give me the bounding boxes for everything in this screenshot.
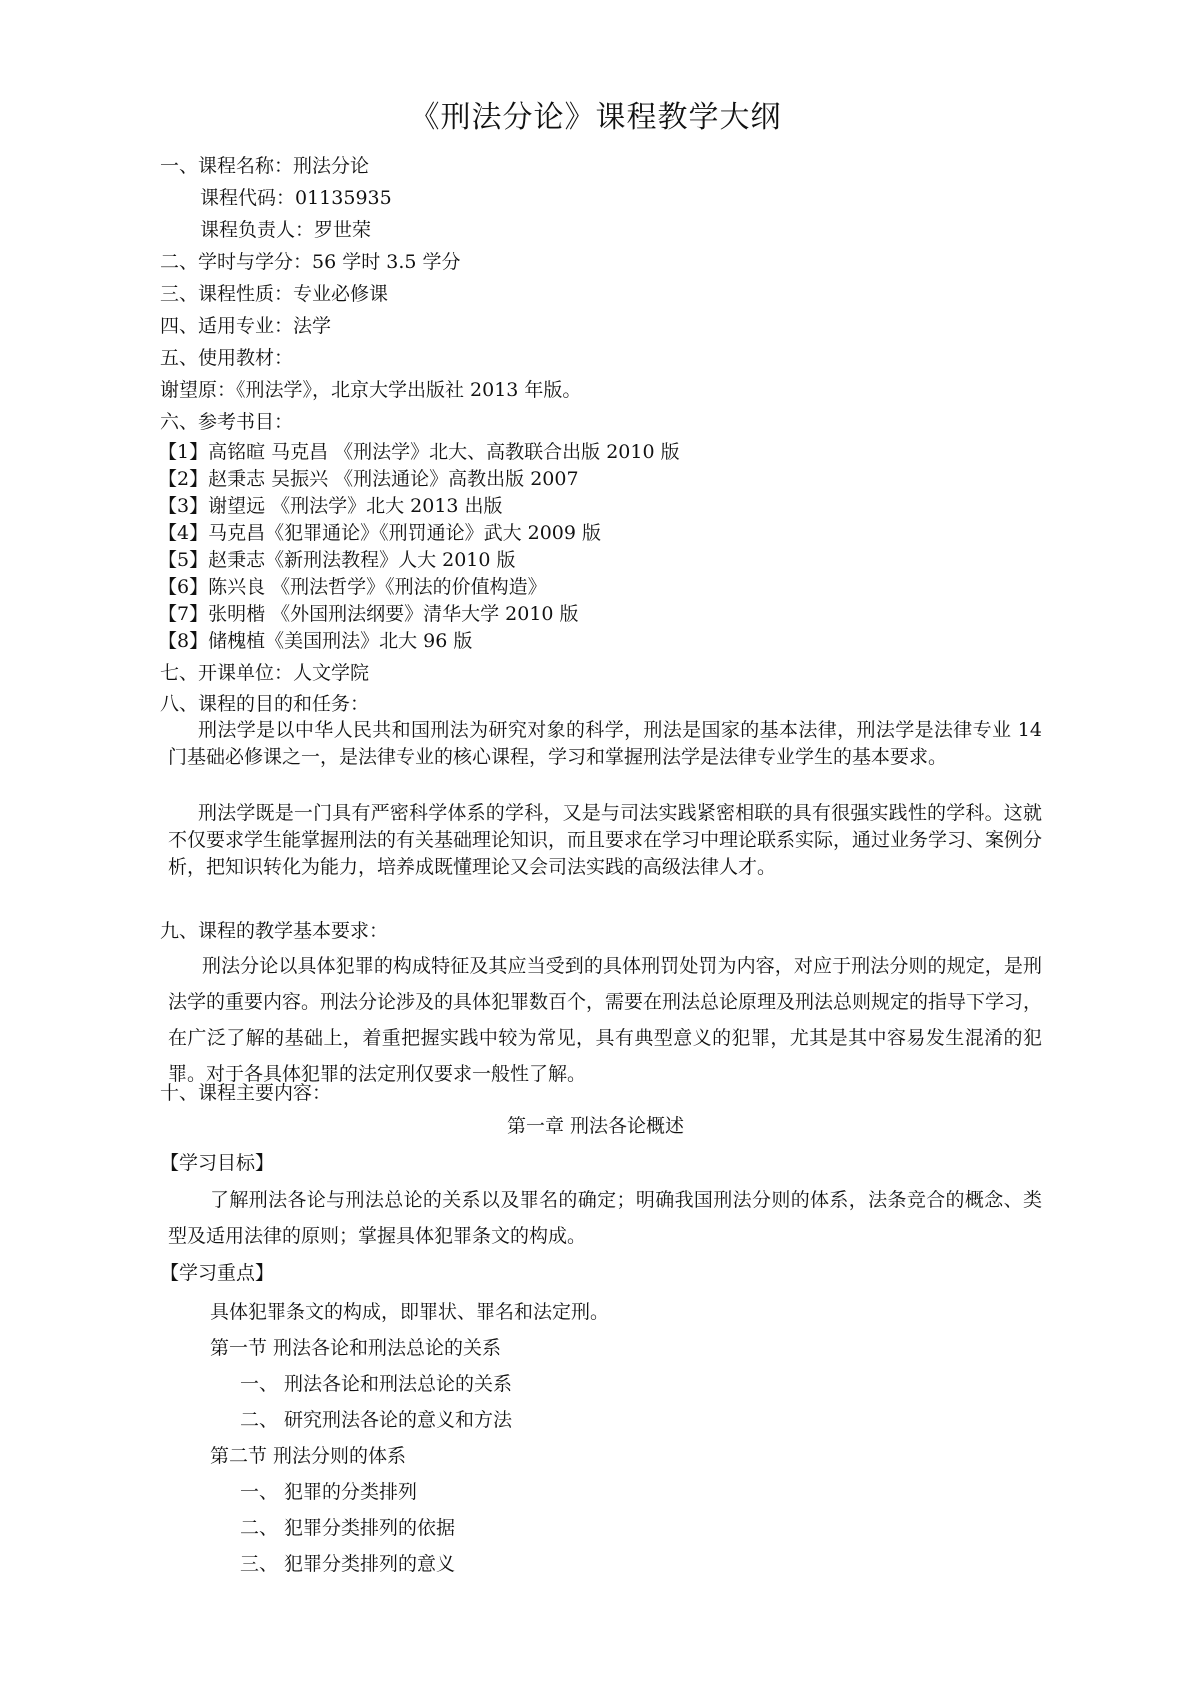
references-heading: 六、参考书目：	[160, 411, 294, 433]
chapter-title: 第一章 刑法各论概述	[506, 1115, 685, 1137]
content-heading: 十、课程主要内容：	[160, 1082, 332, 1104]
reference-item: 【4】马克昌《犯罪通论》《刑罚通论》武大 2009 版	[158, 522, 602, 544]
reference-item: 【2】赵秉志 吴振兴 《刑法通论》高教出版 2007	[158, 468, 579, 490]
course-nature: 三、课程性质：专业必修课	[160, 283, 389, 305]
focus-text: 具体犯罪条文的构成，即罪状、罪名和法定刑。	[210, 1301, 610, 1323]
section-1-item: 一、 刑法各论和刑法总论的关系	[240, 1373, 513, 1395]
reference-item: 【3】谢望远 《刑法学》北大 2013 出版	[158, 495, 503, 517]
course-hours: 二、学时与学分：56 学时 3.5 学分	[160, 251, 461, 273]
course-code: 课程代码：01135935	[200, 187, 392, 209]
goal-text: 了解刑法各论与刑法总论的关系以及罪名的确定；明确我国刑法分则的体系，法条竞合的概念、类型及适用法律的原则；掌握具体犯罪条文的构成。	[168, 1189, 1042, 1247]
purpose-paragraph-1: 刑法学是以中华人民共和国刑法为研究对象的科学，刑法是国家的基本法律，刑法学是法律专业 14 门基础必修课之一，是法律专业的核心课程，学习和掌握刑法学是法律专业学生的基本要求。	[168, 719, 1042, 768]
textbook: 谢望原：《刑法学》，北京大学出版社 2013 年版。	[160, 379, 582, 401]
purpose-paragraph-2: 刑法学既是一门具有严密科学体系的学科，又是与司法实践紧密相联的具有很强实践性的学科。这就不仅要求学生能掌握刑法的有关基础理论知识，而且要求在学习中理论联系实际，通过业务学习、案例分析，把知识转化为能力，培养成既懂理论又会司法实践的高级法律人才。	[168, 802, 1043, 878]
reference-item: 【5】赵秉志《新刑法教程》人大 2010 版	[158, 549, 516, 571]
goal-heading: 【学习目标】	[160, 1152, 275, 1174]
section-2-title: 第二节 刑法分则的体系	[210, 1445, 407, 1467]
section-1-item: 二、 研究刑法各论的意义和方法	[240, 1409, 513, 1431]
reference-item: 【6】陈兴良 《刑法哲学》《刑法的价值构造》	[158, 576, 547, 598]
reference-item: 【8】储槐植《美国刑法》北大 96 版	[158, 630, 473, 652]
section-2-item: 一、 犯罪的分类排列	[240, 1481, 418, 1503]
section-2-item: 三、 犯罪分类排列的意义	[240, 1553, 456, 1575]
textbook-heading: 五、使用教材：	[160, 347, 294, 369]
requirements-heading: 九、课程的教学基本要求：	[160, 920, 389, 942]
course-owner: 课程负责人：罗世荣	[200, 219, 372, 241]
requirements-paragraph: 刑法分论以具体犯罪的构成特征及其应当受到的具体刑罚处罚为内容，对应于刑法分则的规定，是刑法学的重要内容。刑法分论涉及的具体犯罪数百个，需要在刑法总论原理及刑法总则规定的指导下学习，在广泛了解的基础上，着重把握实践中较为常见，具有典型意义的犯罪，尤其是其中容易发生混淆的犯罪。对于各具体犯罪的法定刑仅要求一般性了解。	[168, 955, 1043, 1085]
section-1-title: 第一节 刑法各论和刑法总论的关系	[210, 1337, 502, 1359]
focus-heading: 【学习重点】	[160, 1262, 275, 1284]
teaching-unit: 七、开课单位：人文学院	[160, 662, 370, 684]
course-major: 四、适用专业：法学	[160, 315, 332, 337]
section-2-item: 二、 犯罪分类排列的依据	[240, 1517, 456, 1539]
reference-item: 【1】高铭暄 马克昌 《刑法学》北大、高教联合出版 2010 版	[158, 441, 680, 463]
reference-item: 【7】张明楷 《外国刑法纲要》清华大学 2010 版	[158, 603, 579, 625]
document-title: 《刑法分论》课程教学大纲	[409, 100, 782, 135]
purpose-heading: 八、课程的目的和任务：	[160, 693, 370, 715]
course-name: 一、课程名称：刑法分论	[160, 155, 370, 177]
